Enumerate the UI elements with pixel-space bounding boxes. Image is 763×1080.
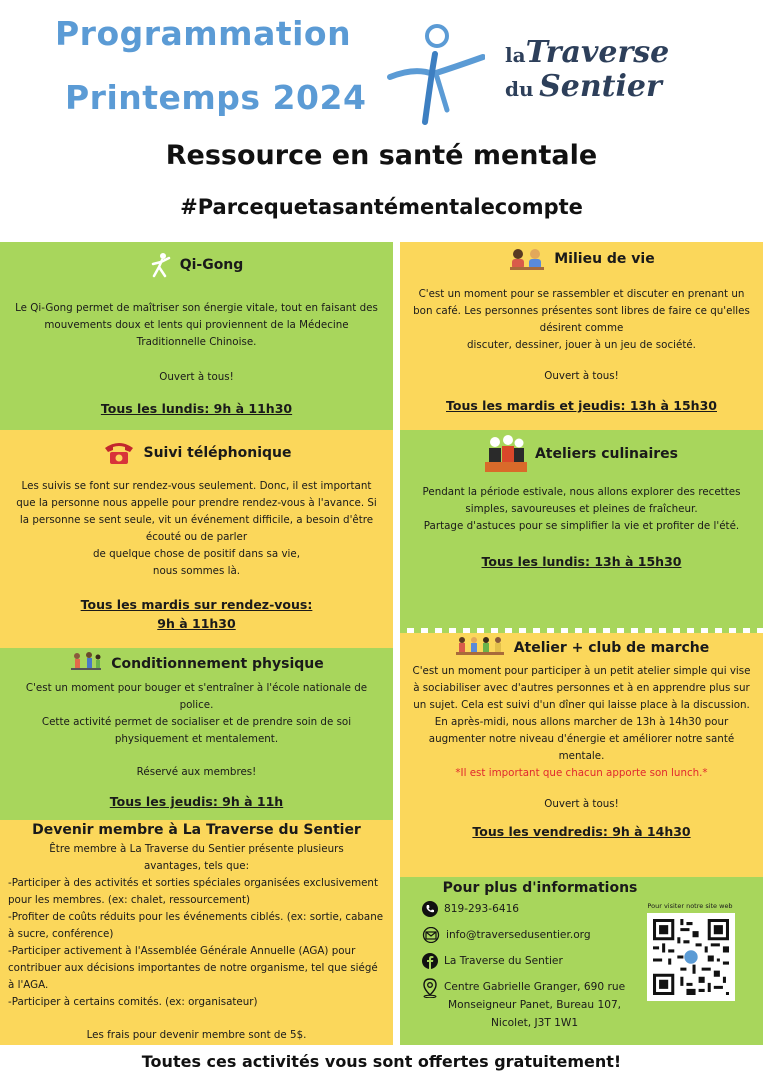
- phone-number[interactable]: 819-293-6416: [444, 903, 520, 915]
- condition-desc-2: Cette activité permet de socialiser et de prendre soin de soi physiquement et mentalement.: [41, 716, 352, 745]
- milieu-desc-1: C'est un moment pour se rassembler et discuter en prenant un bon café. Les personnes présentes sont libres de faire ce qu'elles désirent comme: [413, 288, 750, 334]
- marche-open: Ouvert à tous!: [544, 798, 619, 810]
- milieu-box: [400, 242, 763, 430]
- marche-box: [400, 633, 763, 877]
- contact-address: [422, 978, 625, 1032]
- suivi-desc-1: Les suivis se font sur rendez-vous seulement. Donc, il est important que la personne nous appelle pour prendre rendez-vous à l'avance. Si la personne se sent seule, vit un événement difficile, a besoin d'être écouté ou de parler: [16, 480, 377, 543]
- qigong-open: Ouvert à tous!: [159, 371, 234, 383]
- logo-la: la: [505, 43, 526, 67]
- qigong-desc: Le Qi-Gong permet de maîtriser son énergie vitale, tout en faisant des mouvements doux et lents qui proviennent de la Médecine Traditionnelle Chinoise.: [15, 302, 378, 348]
- qr-code[interactable]: [647, 913, 735, 1001]
- marche-note: *Il est important que chacun apporte son lunch.*: [455, 767, 708, 779]
- contact-phone[interactable]: [422, 901, 519, 917]
- subtitle: Ressource en santé mentale: [165, 140, 598, 171]
- ateliers-desc-2: Partage d'astuces pour se simplifier la vie et profiter de l'été.: [423, 520, 740, 532]
- qr-code-icon: [653, 919, 729, 995]
- condition-box: [0, 648, 393, 820]
- qigong-box: [0, 242, 393, 430]
- marche-title: Atelier + club de marche: [513, 639, 710, 656]
- marche-when: Tous les vendredis: 9h à 14h30: [472, 824, 691, 839]
- suivi-when-1: Tous les mardis sur rendez-vous:: [80, 597, 313, 612]
- qigong-title: Qi-Gong: [179, 256, 244, 273]
- contact-email[interactable]: [422, 927, 591, 943]
- exercise-people-icon: [69, 650, 103, 678]
- suivi-title: Suivi téléphonique: [143, 444, 292, 461]
- facebook-icon: [422, 953, 438, 969]
- hashtag: #Parcequetasantémentalecompte: [180, 195, 583, 219]
- tai-chi-figure-icon: [150, 252, 172, 278]
- suivi-desc-3: nous sommes là.: [152, 565, 241, 577]
- membre-item-3: -Participer activement à l'Assemblée Générale Annuelle (AGA) pour contribuer aux décisions importantes de notre organisme, tel que siégé à l'AGA.: [8, 945, 378, 991]
- logo-traverse: Traverse: [525, 35, 670, 70]
- qigong-when: Tous les lundis: 9h à 11h30: [100, 401, 293, 416]
- ateliers-title: Ateliers culinaires: [534, 445, 679, 462]
- condition-reserved: Réservé aux membres!: [136, 766, 257, 778]
- address-line-1: Centre Gabrielle Granger, 690 rue: [444, 981, 626, 993]
- milieu-open: Ouvert à tous!: [544, 370, 619, 382]
- logo-figure-icon: [385, 22, 485, 127]
- footer-note: Toutes ces activités vous sont offertes gratuitement!: [141, 1052, 622, 1071]
- suivi-when-2: 9h à 11h30: [157, 616, 236, 631]
- group-walking-icon: [454, 635, 506, 661]
- membre-intro: Être membre à La Traverse du Sentier présente plusieurs avantages, tels que:: [49, 843, 344, 872]
- condition-title: Conditionnement physique: [111, 655, 324, 672]
- email-icon: [422, 927, 440, 943]
- logo-text: [505, 35, 670, 106]
- condition-desc-1: C'est un moment pour bouger et s'entraîner à l'école nationale de police.: [25, 682, 368, 711]
- qr-label: Pour visiter notre site web: [647, 902, 733, 910]
- suivi-desc-2: de quelque chose de positif dans sa vie,: [92, 548, 301, 560]
- location-pin-icon: [422, 978, 438, 998]
- ateliers-desc-1: Pendant la période estivale, nous allons explorer des recettes simples, savoureuses et pleines de fraîcheur.: [422, 486, 741, 515]
- membre-title: Devenir membre à La Traverse du Sentier: [32, 822, 361, 838]
- milieu-when: Tous les mardis et jeudis: 13h à 15h30: [446, 398, 717, 413]
- cooking-people-icon: [485, 434, 527, 474]
- title-line-2: Printemps 2024: [65, 78, 367, 117]
- title-line-1: Programmation: [55, 14, 352, 53]
- ateliers-box: [400, 430, 763, 628]
- facebook-name[interactable]: La Traverse du Sentier: [444, 955, 563, 967]
- marche-desc-2: En après-midi, nous allons marcher de 13h à 14h30 pour augmenter notre niveau d'énergie et améliorer notre santé mentale.: [428, 716, 735, 762]
- ateliers-when: Tous les lundis: 13h à 15h30: [481, 554, 682, 569]
- logo-du: du: [505, 77, 534, 101]
- contact-title: Pour plus d'informations: [442, 880, 638, 896]
- email-address[interactable]: info@traversedusentier.org: [446, 929, 591, 941]
- logo-sentier: Sentier: [539, 69, 662, 104]
- people-chatting-icon: [508, 246, 546, 272]
- telephone-icon: [102, 440, 136, 466]
- marche-desc-1: C'est un moment pour participer à un petit atelier simple qui vise à sociabiliser avec d'autres personnes et à en apprendre plus sur un sujet. Cela est suivi d'un dîner qui laisse place à la discussion.: [412, 665, 751, 711]
- contact-box: [400, 877, 763, 1045]
- suivi-box: [0, 430, 393, 648]
- condition-when: Tous les jeudis: 9h à 11h: [109, 794, 284, 809]
- membre-item-1: -Participer à des activités et sorties spéciales organisées exclusivement pour les membres. (ex: chalet, ressourcement): [8, 877, 378, 906]
- address-line-2: Monseigneur Panet, Bureau 107,: [448, 999, 622, 1011]
- milieu-desc-2: discuter, dessiner, jouer à un jeu de société.: [467, 339, 696, 351]
- membre-box: [0, 820, 393, 1045]
- phone-icon: [422, 901, 438, 917]
- membre-item-4: -Participer à certains comités. (ex: organisateur): [8, 996, 258, 1008]
- contact-facebook[interactable]: [422, 953, 563, 969]
- membre-fee: Les frais pour devenir membre sont de 5$.: [86, 1029, 307, 1041]
- milieu-title: Milieu de vie: [554, 250, 655, 267]
- address-line-3: Nicolet, J3T 1W1: [490, 1017, 579, 1029]
- membre-item-2: -Profiter de coûts réduits pour les événements ciblés. (ex: sortie, cabane à sucre, conférence): [8, 911, 384, 940]
